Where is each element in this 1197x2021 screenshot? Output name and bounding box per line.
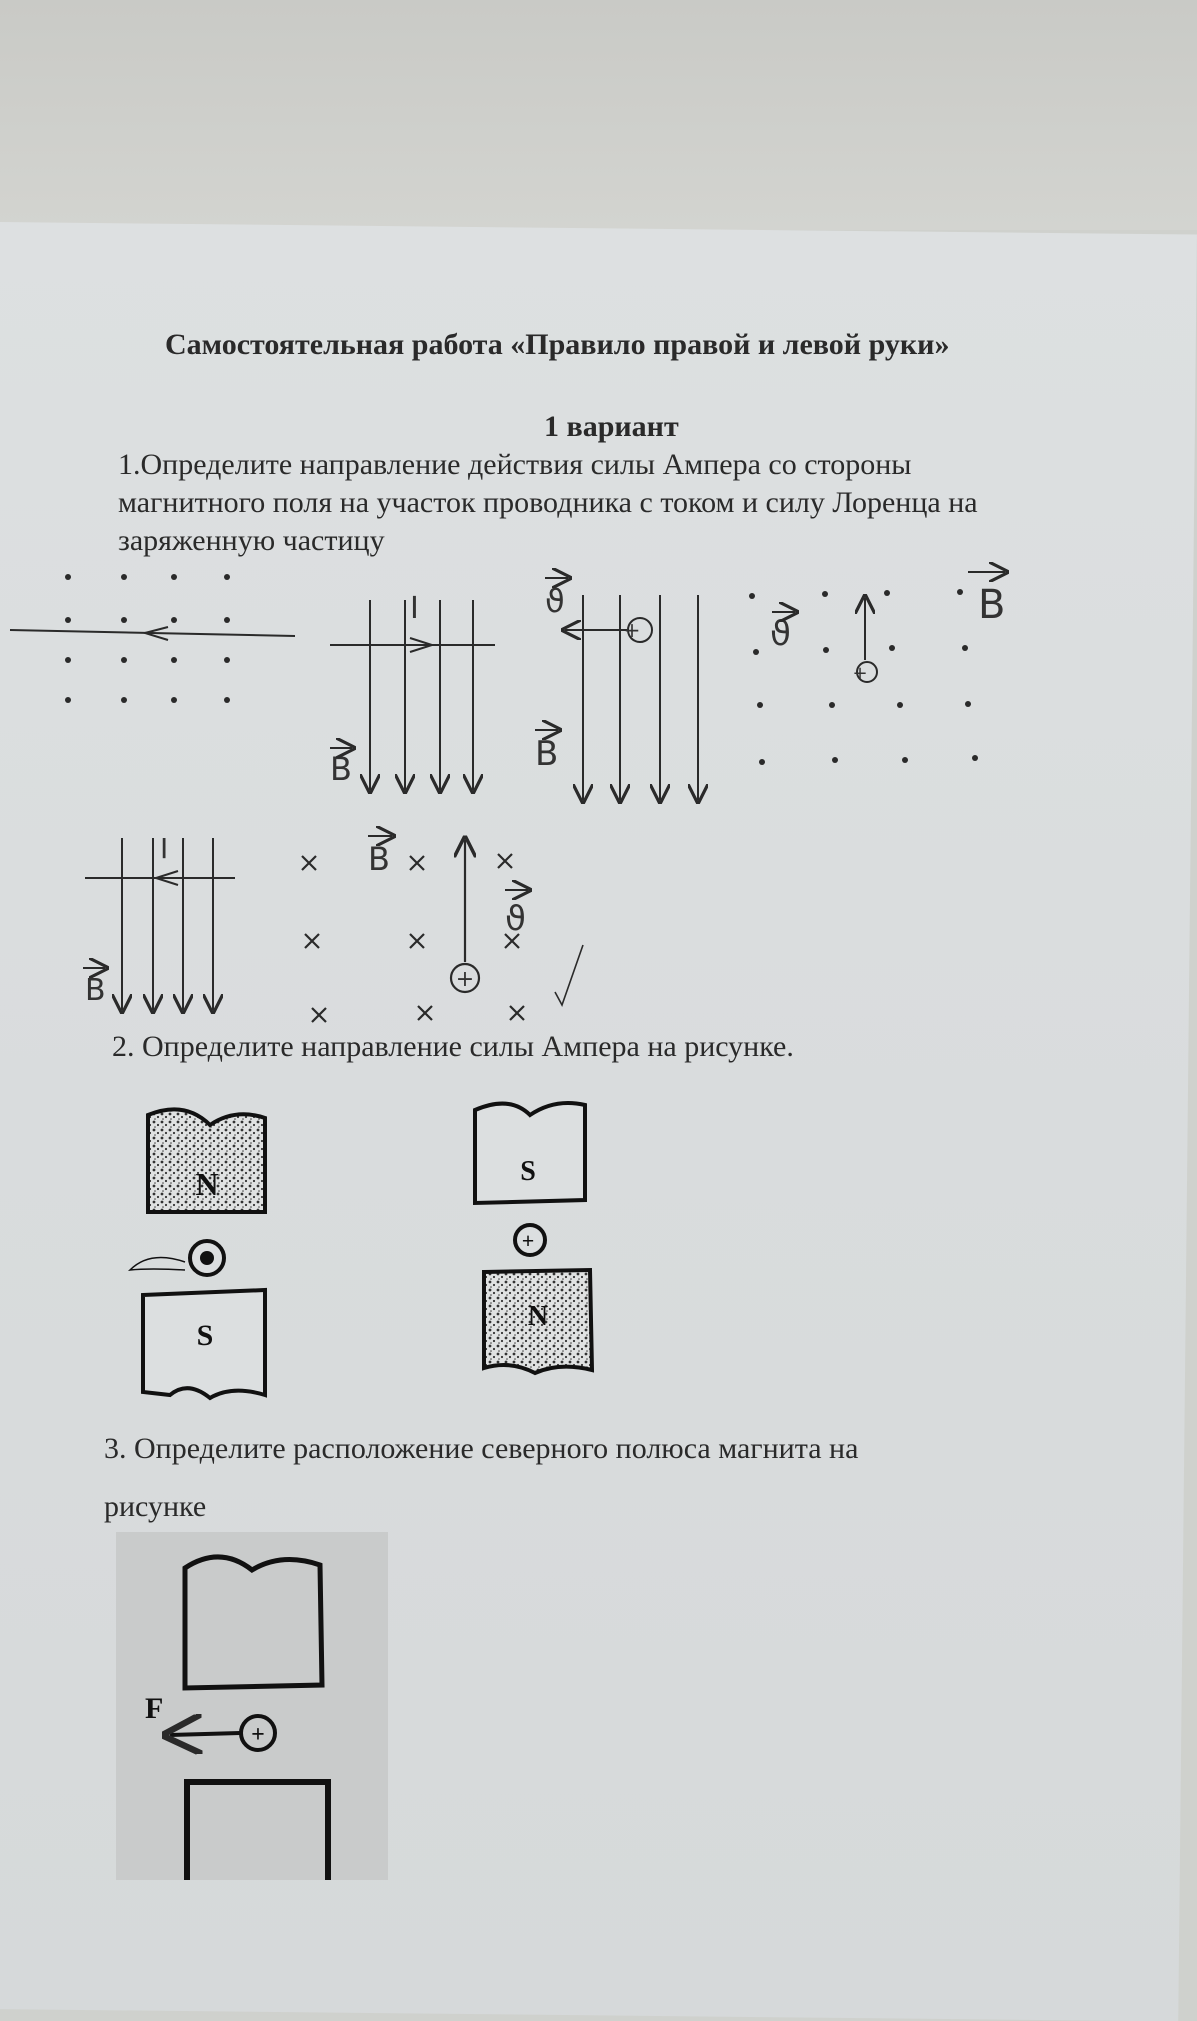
- fig1-dot-field-conductor: [10, 574, 295, 703]
- fig4-field-label: B: [978, 582, 1006, 628]
- fig5-field-label: B: [85, 973, 106, 1008]
- fig6-cross-field-charge: [302, 840, 583, 1022]
- fig2-field-down-current: [330, 600, 495, 790]
- question-2: 2. Определите направление силы Ампера на рисунке.: [112, 1030, 794, 1063]
- fig4-charge-sign: +: [852, 663, 868, 684]
- q3-charge-sign: +: [251, 1722, 265, 1748]
- fig6-charge-sign: +: [455, 967, 475, 992]
- question-3-line-1: 3. Определите расположение северного полюса магнита на: [104, 1432, 859, 1465]
- fig6-field-label: B: [368, 840, 390, 878]
- fig3-charge-sign: +: [623, 618, 641, 642]
- fig3-field-label: B: [535, 734, 559, 774]
- variant-heading: 1 вариант: [544, 410, 679, 443]
- question-1-line-3: заряженную частицу: [118, 524, 385, 557]
- q2-right-charge-sign: +: [521, 1228, 535, 1253]
- question-1-line-2: магнитного поля на участок проводника с током и силу Лоренца на: [118, 486, 978, 519]
- page-title: Самостоятельная работа «Правило правой и левой руки»: [165, 328, 950, 361]
- q2-magnet-pair-left: [130, 1109, 265, 1398]
- q2-left-top-pole: N: [195, 1166, 219, 1202]
- q3-force-label: F: [145, 1692, 164, 1725]
- fig4-velocity-label: ϑ: [770, 614, 792, 654]
- q2-left-bottom-pole: S: [196, 1319, 214, 1352]
- q2-right-bottom-pole: N: [527, 1301, 549, 1332]
- fig2-field-label: B: [330, 750, 352, 788]
- fig2-current-label: I: [410, 591, 419, 626]
- fig5-current-label: I: [160, 832, 169, 865]
- question-1-line-1: 1.Определите направление действия силы Ампера со стороны: [118, 448, 912, 481]
- q2-right-top-pole: S: [520, 1156, 536, 1187]
- fig6-velocity-label: ϑ: [505, 899, 527, 939]
- fig3-velocity-label: ϑ: [545, 582, 565, 620]
- question-3-line-2: рисунке: [104, 1490, 207, 1523]
